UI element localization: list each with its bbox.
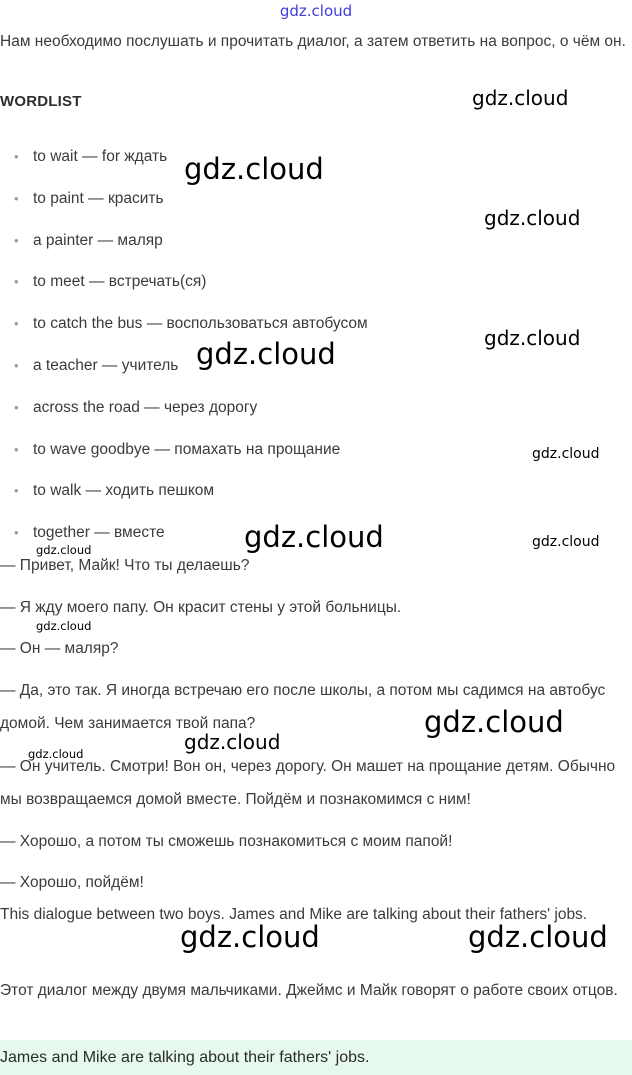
dialogue-line: — Хорошо, а потом ты сможешь познакомиться с моим папой!	[0, 833, 453, 850]
bullet-icon: •	[14, 190, 19, 206]
bullet-icon: •	[14, 399, 19, 415]
watermark: gdz.cloud	[180, 920, 320, 954]
dialogue-line: — Я жду моего папу. Он красит стены у этой больницы.	[0, 599, 402, 616]
bullet-icon: •	[14, 441, 19, 457]
watermark: gdz.cloud	[196, 337, 336, 371]
dialogue-line: — Он — маляр?	[0, 640, 119, 657]
list-item: • to paint — красить	[14, 182, 368, 224]
bullet-icon: •	[14, 232, 19, 248]
watermark: gdz.cloud	[472, 86, 569, 110]
watermark: gdz.cloud	[484, 326, 581, 350]
list-item: • to catch the bus — воспользоваться автобусом	[14, 307, 368, 349]
watermark: gdz.cloud	[424, 705, 564, 739]
top-watermark: gdz.cloud	[279, 2, 353, 20]
bullet-icon: •	[14, 357, 19, 373]
dialogue-line: — Хорошо, пойдём!	[0, 874, 144, 891]
bullet-icon: •	[14, 149, 19, 164]
list-item: • a painter — маляр	[14, 224, 368, 266]
watermark: gdz.cloud	[484, 206, 581, 230]
bullet-icon: •	[14, 274, 19, 290]
watermark: gdz.cloud	[184, 730, 281, 754]
english-summary: This dialogue between two boys. James and Mike are talking about their fathers' jobs.	[0, 906, 588, 923]
list-item: • to meet — встречать(ся)	[14, 265, 368, 307]
list-item: • to wait — for ждать	[14, 140, 368, 182]
watermark: gdz.cloud	[468, 920, 608, 954]
watermark: gdz.cloud	[36, 619, 92, 633]
list-item: • together — вместе	[14, 516, 368, 558]
dialogue-line: — Да, это так. Я иногда встречаю его после школы, а потом мы садимся на автобус домой. Чем занимается твой папа?	[0, 682, 606, 732]
bullet-icon: •	[14, 525, 19, 541]
watermark: gdz.cloud	[532, 534, 600, 550]
watermark: gdz.cloud	[28, 747, 84, 761]
list-item: • across the road — через дорогу	[14, 391, 368, 433]
wordlist-heading: WORDLIST	[0, 93, 82, 110]
answer-highlight: James and Mike are talking about their fathers' jobs.	[0, 1040, 632, 1075]
dialogue-line: — Привет, Майк! Что ты делаешь?	[0, 557, 250, 574]
watermark: gdz.cloud	[184, 152, 324, 186]
dialogue-line: — Он учитель. Смотри! Вон он, через дорогу. Он машет на прощание детям. Обычно мы возвращаемся домой вместе. Пойдём и познакомимся с ним!	[0, 758, 616, 808]
watermark: gdz.cloud	[532, 446, 600, 462]
bullet-icon: •	[14, 316, 19, 332]
list-item: • a teacher — учитель	[14, 349, 368, 391]
bullet-icon: •	[14, 483, 19, 499]
watermark: gdz.cloud	[36, 543, 92, 557]
watermark: gdz.cloud	[244, 520, 384, 554]
list-item: • to walk — ходить пешком	[14, 474, 368, 516]
list-item: • to wave goodbye — помахать на прощание	[14, 433, 368, 475]
intro-text: Нам необходимо послушать и прочитать диалог, а затем ответить на вопрос, о чём он.	[0, 33, 626, 50]
russian-summary: Этот диалог между двумя мальчиками. Джеймс и Майк говорят о работе своих отцов.	[0, 982, 618, 999]
